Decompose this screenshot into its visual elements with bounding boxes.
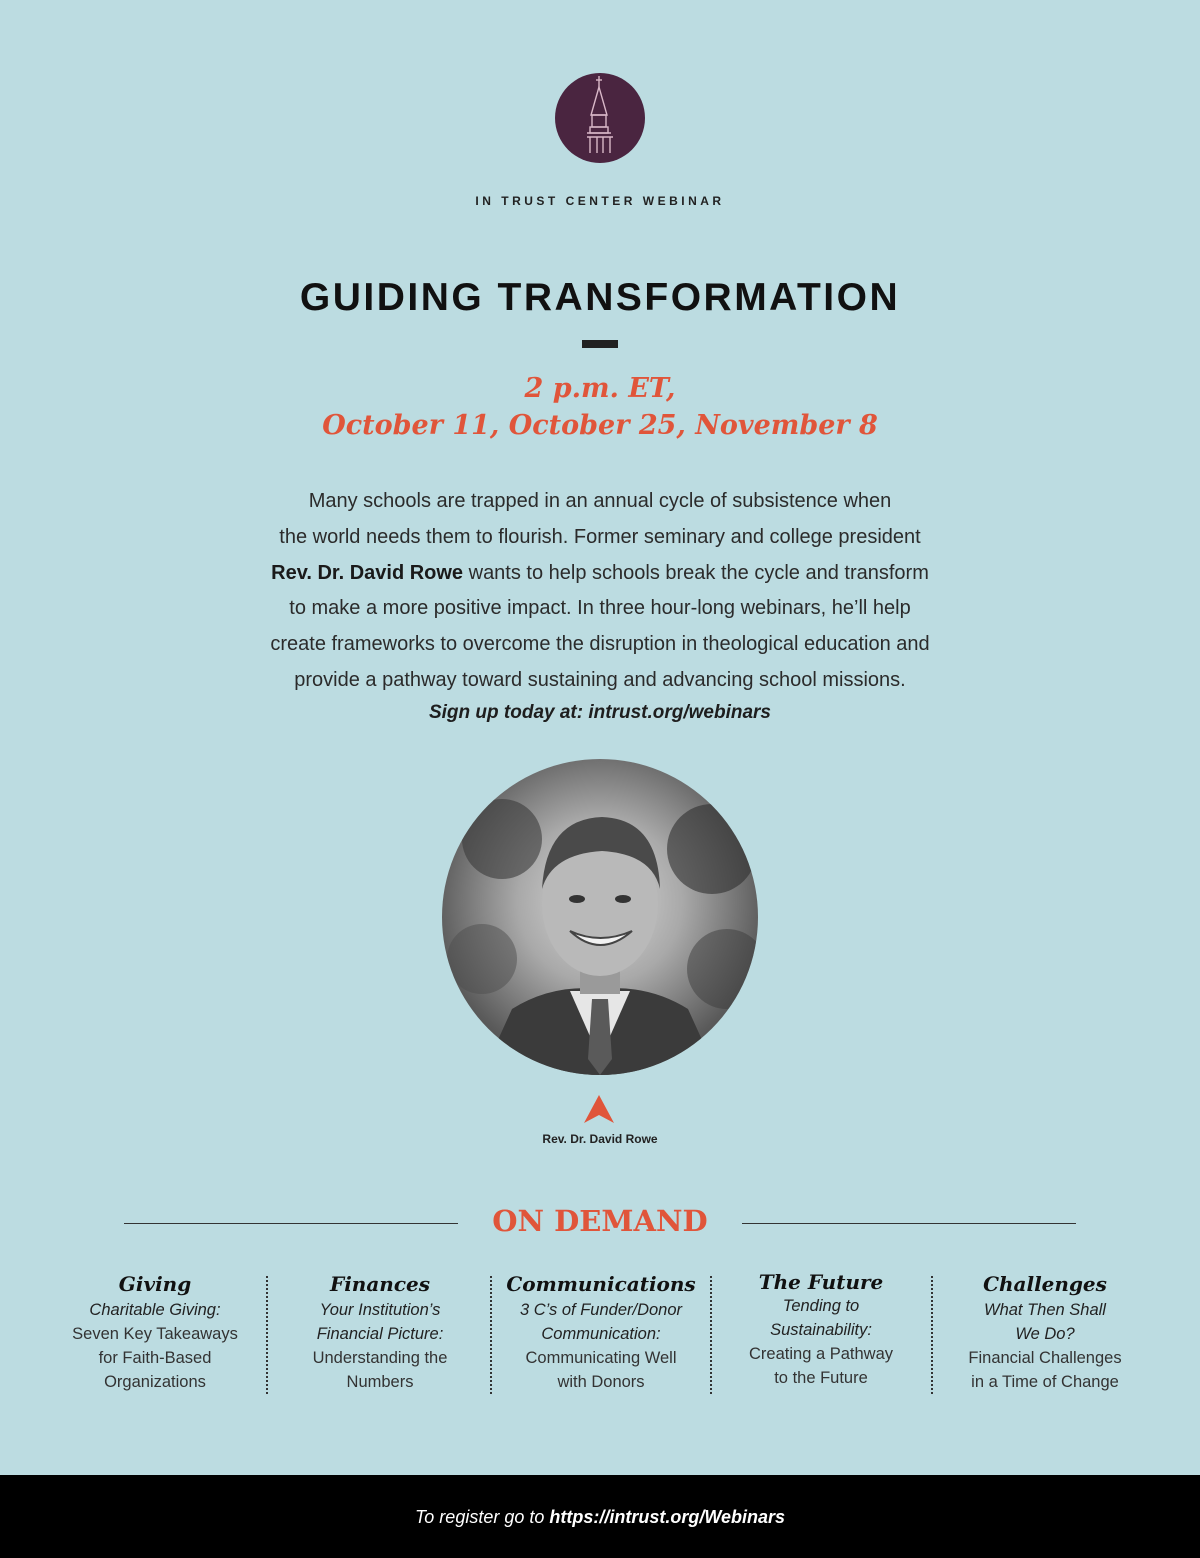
column-divider xyxy=(266,1276,268,1394)
description-line: create frameworks to overcome the disruption in theological education and xyxy=(270,633,930,656)
webinar-dates xyxy=(0,370,1200,444)
item-subtitle: Charitable Giving: xyxy=(89,1301,221,1319)
on-demand-title: ON DEMAND xyxy=(492,1204,708,1238)
on-demand-item-finances[interactable] xyxy=(285,1270,475,1394)
dates-line-1: 2 p.m. ET, xyxy=(524,373,676,404)
column-divider xyxy=(490,1276,492,1394)
item-detail: for Faith-Based xyxy=(98,1349,212,1367)
footer-text xyxy=(0,1507,1200,1528)
on-demand-item-challenges[interactable] xyxy=(950,1270,1140,1394)
column-divider xyxy=(710,1276,712,1394)
caret-up-icon xyxy=(582,1093,616,1125)
on-demand-rule-right xyxy=(742,1223,1076,1224)
item-subtitle: Communication: xyxy=(541,1325,661,1343)
item-heading: Communications xyxy=(506,1272,696,1296)
speaker-portrait xyxy=(442,759,758,1075)
item-detail: Communicating Well xyxy=(525,1349,677,1367)
item-detail: to the Future xyxy=(774,1369,868,1387)
item-heading: Challenges xyxy=(983,1272,1107,1296)
item-heading: Finances xyxy=(330,1272,430,1296)
steeple-icon xyxy=(555,73,645,163)
item-subtitle: 3 C’s of Funder/Donor xyxy=(519,1301,683,1319)
on-demand-item-communications[interactable] xyxy=(500,1270,702,1394)
item-detail: with Donors xyxy=(557,1373,645,1391)
description-line: to make a more positive impact. In three hour-long webinars, he’ll help xyxy=(289,597,911,620)
item-detail: Seven Key Takeaways xyxy=(72,1325,238,1343)
item-detail: Financial Challenges xyxy=(968,1349,1122,1367)
item-detail: Numbers xyxy=(346,1373,414,1391)
item-subtitle: Financial Picture: xyxy=(316,1325,444,1343)
footer-prefix: To register go to xyxy=(414,1507,550,1527)
item-subtitle: Your Institution’s xyxy=(319,1301,441,1319)
item-subtitle: Tending to xyxy=(782,1297,860,1315)
on-demand-item-future[interactable] xyxy=(726,1270,916,1390)
title-divider xyxy=(582,340,618,348)
on-demand-item-giving[interactable] xyxy=(60,1270,250,1394)
eyebrow: IN TRUST CENTER WEBINAR xyxy=(475,194,725,208)
item-heading: Giving xyxy=(118,1272,192,1296)
dates-line-2: October 11, October 25, November 8 xyxy=(322,410,878,441)
item-subtitle: What Then Shall xyxy=(984,1301,1106,1319)
item-detail: in a Time of Change xyxy=(971,1373,1119,1391)
description-text: wants to help schools break the cycle and transform xyxy=(463,561,929,584)
item-subtitle: Sustainability: xyxy=(770,1321,872,1339)
photo-caption: Rev. Dr. David Rowe xyxy=(542,1132,658,1146)
column-divider xyxy=(931,1276,933,1394)
description-line: the world needs them to flourish. Former seminary and college president xyxy=(279,525,921,548)
register-link[interactable]: https://intrust.org/Webinars xyxy=(549,1507,786,1527)
signup-link[interactable]: Sign up today at: intrust.org/webinars xyxy=(428,702,772,723)
item-detail: Organizations xyxy=(104,1373,206,1391)
description-line: Many schools are trapped in an annual cycle of subsistence when xyxy=(308,490,892,512)
description-line xyxy=(240,556,960,592)
item-heading: The Future xyxy=(758,1270,884,1294)
footer-bar xyxy=(0,1475,1200,1558)
page-title: GUIDING TRANSFORMATION xyxy=(299,276,901,319)
speaker-name: Rev. Dr. David Rowe xyxy=(271,561,464,584)
logo xyxy=(555,73,645,163)
item-subtitle: We Do? xyxy=(1015,1325,1075,1343)
item-detail: Understanding the xyxy=(312,1349,448,1367)
description-line: provide a pathway toward sustaining and advancing school missions. xyxy=(294,668,906,691)
item-detail: Creating a Pathway xyxy=(749,1345,893,1363)
description xyxy=(240,484,960,699)
speaker-photo xyxy=(442,759,758,1075)
